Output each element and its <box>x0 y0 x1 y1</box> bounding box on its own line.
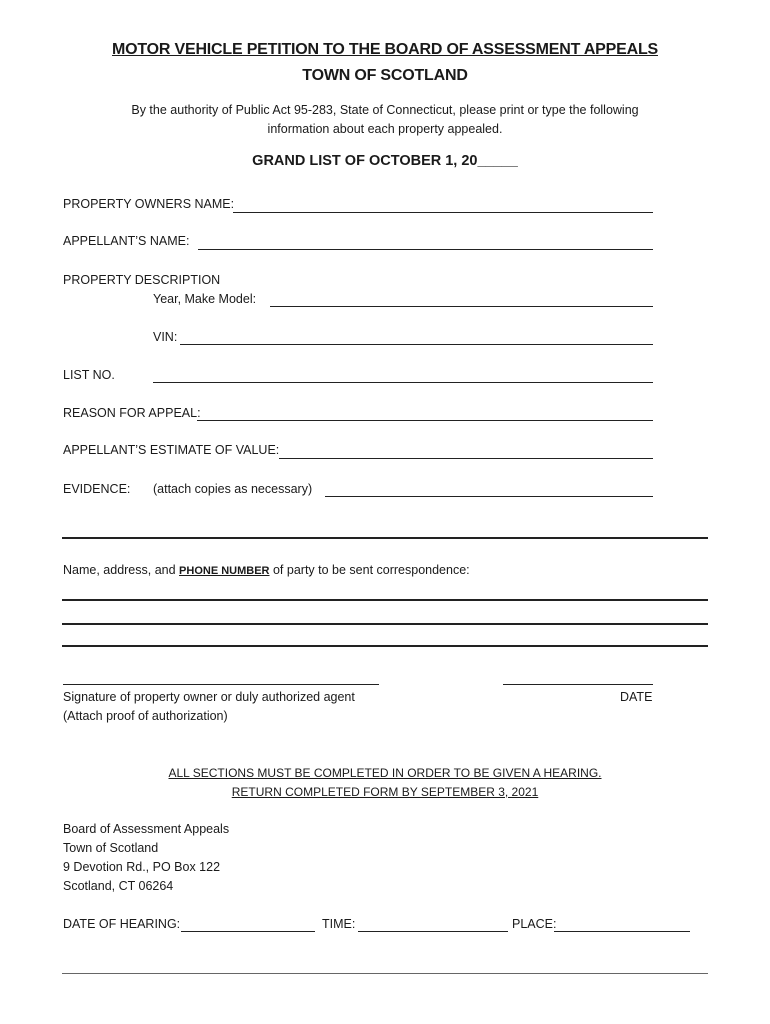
form-subtitle: TOWN OF SCOTLAND <box>302 67 468 84</box>
hearing-time-label: TIME: <box>322 917 356 931</box>
hearing-place-label: PLACE: <box>512 917 557 931</box>
hearing-time-field[interactable] <box>358 931 508 932</box>
intro-text-line2: information about each property appealed. <box>267 122 503 136</box>
vin-field[interactable] <box>180 344 653 345</box>
evidence-label: EVIDENCE: <box>63 482 131 496</box>
completion-notice: ALL SECTIONS MUST BE COMPLETED IN ORDER TO BE GIVEN A HEARING. <box>168 766 602 780</box>
phone-number-emphasis: PHONE NUMBER <box>179 565 270 577</box>
correspondence-prefix: Name, address, and <box>63 563 176 577</box>
year-make-model-field[interactable] <box>270 306 653 307</box>
evidence-note: (attach copies as necessary) <box>153 482 313 496</box>
correspondence-suffix: of party to be sent correspondence: <box>272 563 470 577</box>
section-divider <box>62 537 708 539</box>
estimate-field[interactable] <box>279 458 653 459</box>
address-town: Town of Scotland <box>63 841 159 855</box>
property-description-label: PROPERTY DESCRIPTION <box>63 273 221 287</box>
hearing-place-field[interactable] <box>554 931 690 932</box>
correspondence-line-2[interactable] <box>62 623 708 625</box>
list-no-label: LIST NO. <box>63 368 115 382</box>
date-field[interactable] <box>503 684 653 685</box>
evidence-field[interactable] <box>325 496 653 497</box>
owner-name-field[interactable] <box>233 212 653 213</box>
address-street: 9 Devotion Rd., PO Box 122 <box>63 860 221 874</box>
reason-label: REASON FOR APPEAL: <box>63 406 201 420</box>
footer-divider <box>62 973 708 974</box>
correspondence-line-1[interactable] <box>62 599 708 601</box>
return-deadline-notice: RETURN COMPLETED FORM BY SEPTEMBER 3, 2021 <box>231 785 539 799</box>
appellant-name-field[interactable] <box>198 249 653 250</box>
list-no-field[interactable] <box>153 382 653 383</box>
vin-label: VIN: <box>153 330 178 344</box>
signature-field[interactable] <box>63 684 379 685</box>
owner-name-label: PROPERTY OWNERS NAME: <box>63 197 235 211</box>
hearing-date-field[interactable] <box>181 931 315 932</box>
hearing-date-label: DATE OF HEARING: <box>63 917 181 931</box>
form-title: MOTOR VEHICLE PETITION TO THE BOARD OF ASSESSMENT APPEALS <box>112 41 658 58</box>
estimate-label: APPELLANT’S ESTIMATE OF VALUE: <box>63 443 280 457</box>
correspondence-label <box>63 563 470 577</box>
correspondence-line-3[interactable] <box>62 645 708 647</box>
year-make-model-label: Year, Make Model: <box>153 292 257 306</box>
address-board: Board of Assessment Appeals <box>63 822 230 836</box>
signature-label: Signature of property owner or duly authorized agent <box>63 690 355 704</box>
intro-text-line1: By the authority of Public Act 95-283, State of Connecticut, please print or type the following <box>131 103 639 117</box>
address-city: Scotland, CT 06264 <box>63 879 174 893</box>
appellant-name-label: APPELLANT’S NAME: <box>63 234 190 248</box>
authorization-note: (Attach proof of authorization) <box>63 709 228 723</box>
grand-list-heading: GRAND LIST OF OCTOBER 1, 20_____ <box>252 153 518 169</box>
date-label: DATE <box>620 690 653 704</box>
reason-field[interactable] <box>197 420 653 421</box>
